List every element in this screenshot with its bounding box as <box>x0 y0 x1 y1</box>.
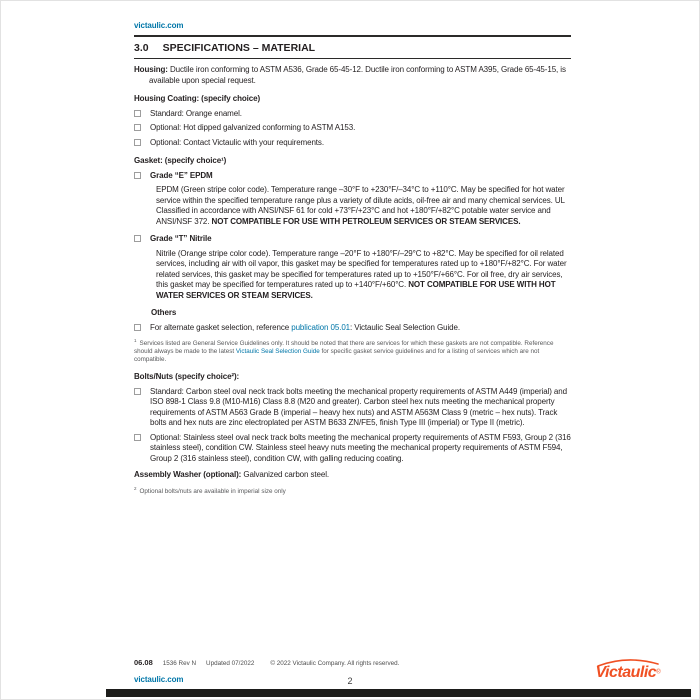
housing-coating-option-row <box>134 138 571 149</box>
doc-number: 06.08 <box>134 658 153 667</box>
option-label: Optional: Stainless steel oval neck track bolts meeting the mechanical property requirements of ASTM F593, Group 2 (316 stainless steel), condition CW. Stainless steel heavy nuts meeting the mechanical property requirements of ASTM F594, Group 2 (316 stainless steel), condition CW, with galling reducing coating. <box>150 432 571 463</box>
housing-text: Ductile iron conforming to ASTM A536, Grade 65-45-12. Ductile iron conforming to ASTM A395, Grade 65-45-15, is available upon special request. <box>149 65 566 85</box>
alternate-gasket-text <box>150 323 571 334</box>
header-divider <box>134 35 571 37</box>
footnote-post: for specific gasket service guidelines and for a listing of services which are not compatible. <box>134 348 540 364</box>
housing-paragraph <box>134 65 571 86</box>
grade-e-body: EPDM (Green stripe color code). Temperature range –30°F to +230°F/–34°C to +110°C. May be specified for hot water service within the specified temperature range plus a variety of dilute acids, oil-free air and many chemical services. UL Classified in accordance with ANSI/NSF 61 for cold +73°F/+23°C and hot +180°F/+82°C potable water service and ANSI/NSF 372. <box>156 185 565 226</box>
checkbox[interactable] <box>134 235 141 242</box>
alternate-post: : Victaulic Seal Selection Guide. <box>350 322 460 332</box>
option-label: Optional: Hot dipped galvanized conforming to ASTM A153. <box>150 123 356 132</box>
victaulic-logo <box>593 659 663 681</box>
grade-t-description <box>156 249 571 302</box>
section-divider <box>134 58 571 59</box>
housing-coating-heading: Housing Coating: (specify choice) <box>134 94 261 103</box>
grade-t-warning: NOT COMPATIBLE FOR USE WITH HOT WATER SERVICES OR STEAM SERVICES. <box>156 280 556 300</box>
bolts-footnote <box>134 485 571 496</box>
checkbox[interactable] <box>134 139 141 146</box>
others-heading: Others <box>151 308 177 317</box>
checkbox[interactable] <box>134 110 141 117</box>
doc-revision: 1536 Rev N <box>162 660 197 667</box>
footnote-pre: Services listed are General Service Guidelines only. It should be noted that there are services for which these gaskets are not compatible. Reference should always be made to the latest <box>134 340 554 356</box>
grade-e-description <box>156 185 571 227</box>
housing-label: Housing: <box>134 65 168 74</box>
grade-t-body: Nitrile (Orange stripe color code). Temperature range –20°F to +180°F/–29°C to +82°C. May be specified for oil related services, including air with oil vapor, this gasket may be specified for temperatures rated up to +180°F/+82°C. For water related services, this gasket may be specified for temperatures rated up to +150°F/+66°C. For oil free, dry air services, this gasket may be specified for temperatures rated up to +140°F/+60°C. <box>156 248 567 289</box>
housing-coating-option-row <box>134 123 571 134</box>
section-title-text: SPECIFICATIONS – MATERIAL <box>162 41 316 54</box>
page-number: 2 <box>347 675 353 686</box>
registered-mark: ® <box>656 669 661 676</box>
alternate-pre: For alternate gasket selection, reference <box>150 322 292 332</box>
checkbox[interactable] <box>134 324 141 331</box>
grade-t-label: Grade “T” Nitrile <box>150 234 212 243</box>
footnote-text: Optional bolts/nuts are available in imperial size only <box>139 487 286 495</box>
grade-e-warning: NOT COMPATIBLE FOR USE WITH PETROLEUM SERVICES OR STEAM SERVICES. <box>211 216 521 226</box>
bolts-nuts-option-row <box>134 387 571 429</box>
checkbox[interactable] <box>134 388 141 395</box>
gasket-grade-row <box>134 171 571 182</box>
footer-bar <box>106 689 691 697</box>
footnote-marker: 2 <box>134 485 137 491</box>
footer-meta <box>134 658 571 670</box>
section-title <box>134 43 571 54</box>
assembly-washer-label: Assembly Washer (optional): <box>134 470 242 480</box>
victaulic-site-link-top[interactable]: victaulic.com <box>134 21 184 30</box>
gasket-grade-row <box>134 234 571 245</box>
checkbox[interactable] <box>134 172 141 179</box>
main-content <box>134 21 571 503</box>
copyright-text: © 2022 Victaulic Company. All rights reserved. <box>270 660 400 667</box>
grade-e-label: Grade “E” EPDM <box>150 170 213 180</box>
assembly-washer-paragraph <box>134 470 571 481</box>
option-label: Standard: Orange enamel. <box>150 108 242 118</box>
housing-coating-option-row <box>134 109 571 120</box>
gasket-heading: Gasket: (specify choice¹) <box>134 156 227 165</box>
logo-wordmark: Victaulic <box>595 664 657 681</box>
assembly-washer-text: Galvanized carbon steel. <box>241 470 330 480</box>
option-label: Optional: Contact Victaulic with your requirements. <box>150 137 324 147</box>
option-label: Standard: Carbon steel oval neck track bolts meeting the mechanical property requirements of ASTM A449 (imperial) and ISO 898-1 Class 9.8 (M10-M16) Class 8.8 (M20 and greater). Carbon steel hex nuts meeting the mechanical property requirements of ASTM A563 Grade B (imperial – heavy hex nuts) and ASTM A563M Class 9 (metric – hex nuts). Track bolts and hex nuts are zinc electroplated per ASTM B633 ZN/FE5, finish Type III (imperial) or Type II (metric). <box>150 386 567 428</box>
publication-link[interactable]: publication 05.01 <box>291 322 351 332</box>
alternate-gasket-row <box>134 323 571 334</box>
doc-updated: Updated 07/2022 <box>206 660 255 667</box>
bolts-nuts-heading: Bolts/Nuts (specify choice²): <box>134 372 240 382</box>
gasket-footnote <box>134 337 571 364</box>
checkbox[interactable] <box>134 434 141 441</box>
checkbox[interactable] <box>134 124 141 131</box>
seal-selection-guide-link[interactable]: Victaulic Seal Selection Guide <box>235 348 320 356</box>
section-number: 3.0 <box>134 41 149 54</box>
footnote-marker: 1 <box>134 338 137 343</box>
victaulic-site-link-footer[interactable]: victaulic.com <box>134 674 184 684</box>
bolts-nuts-option-row <box>134 433 571 465</box>
